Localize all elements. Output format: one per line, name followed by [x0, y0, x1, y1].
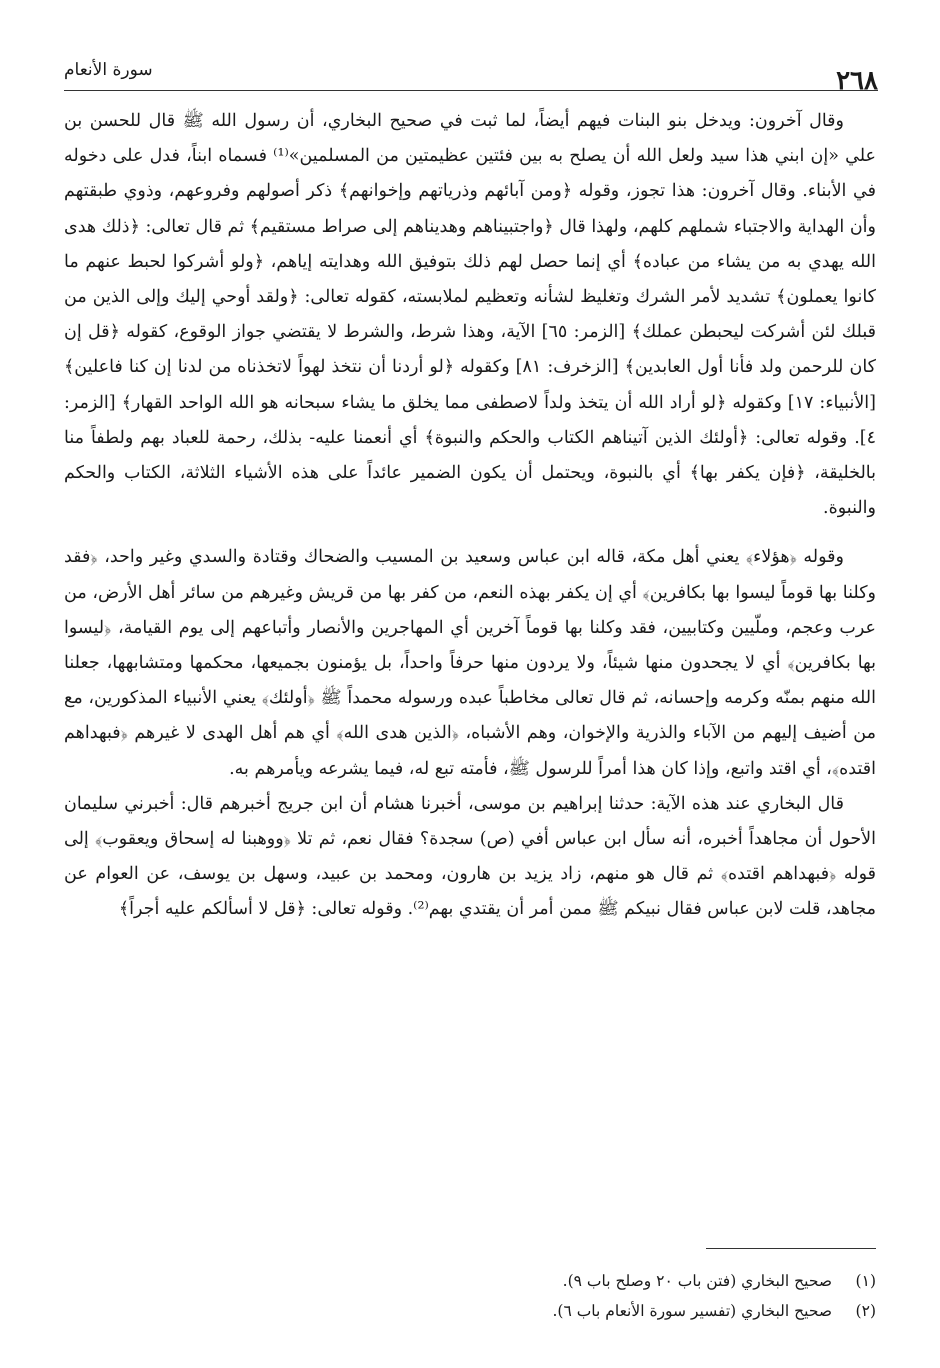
header-divider [64, 90, 878, 91]
footnote-1 [64, 1266, 876, 1296]
footnotes [64, 1266, 876, 1326]
paragraph-1: وقال آخرون: ويدخل بنو البنات فيهم أيضاً، لما ثبت في صحيح البخاري، أن رسول الله ﷺ قال للحسن بن علي «إن ابني هذا سيد ولعل الله أن يصلح به بين فئتين عظيمتين من المسلمين»⁽¹⁾ فسماه ابناً، فدل على دخوله في الأبناء. وقال آخرون: هذا تجوز، وقوله ﴿ومن آبائهم وذرياتهم وإخوانهم﴾ ذكر أصولهم وفروعهم، وذوي طبقتهم وأن الهداية والاجتباء شملهم كلهم، ولهذا قال ﴿واجتبيناهم وهديناهم إلى صراط مستقيم﴾ ثم قال تعالى: ﴿ذلك هدى الله يهدي به من يشاء من عباده﴾ أي إنما حصل لهم ذلك بتوفيق الله وهدايته إياهم، ﴿ولو أشركوا لحبط عنهم ما كانوا يعملون﴾ تشديد لأمر الشرك وتغليظ لشأنه وتعظيم لملابسته، كقوله تعالى: ﴿ولقد أوحي إليك وإلى الذين من قبلك لئن أشركت ليحبطن عملك﴾ [الزمر: ٦٥] الآية، وهذا شرط، والشرط لا يقتضي جواز الوقوع، كقوله ﴿قل إن كان للرحمن ولد فأنا أول العابدين﴾ [الزخرف: ٨١] وكقوله ﴿لو أردنا أن نتخذ لهواً لاتخذناه من لدنا إن كنا فاعلين﴾ [الأنبياء: ١٧] وكقوله ﴿لو أراد الله أن يتخذ ولداً لاصطفى مما يخلق ما يشاء سبحانه هو الله الواحد القهار﴾ [الزمر: ٤]. وقوله تعالى: ﴿أولئك الذين آتيناهم الكتاب والحكم والنبوة﴾ أي أنعمنا عليه- بذلك، رحمة للعباد بهم ولطفاً منا بالخليقة، ﴿فإن يكفر بها﴾ أي بالنبوة، ويحتمل أن يكون الضمير عائداً على هذه الأشياء الثلاثة، الكتاب والحكم والنبوة. [64, 111, 876, 519]
footnote-2 [64, 1296, 876, 1326]
paragraph-2: وقوله ﴿هؤلاء﴾ يعني أهل مكة، قاله ابن عباس وسعيد بن المسيب والضحاك وقتادة والسدي وغير واحد، ﴿فقد وكلنا بها قوماً ليسوا بها بكافرين﴾ أي إن يكفر بهذه النعم، من كفر بها من قريش وغيرهم من سائر أهل الأرض، من عرب وعجم، وملّيين وكتابيين، فقد وكلنا بها قوماً آخرين أي المهاجرين والأنصار وأتباعهم إلى يوم القيامة، ﴿ليسوا بها بكافرين﴾ أي لا يجحدون منها شيئاً، ولا يردون منها حرفاً واحداً، بل يؤمنون بجميعها، محكمها ومتشابهها، جعلنا الله منهم بمنّه وكرمه وإحسانه، ثم قال تعالى مخاطباً عبده ورسوله محمداً ﷺ ﴿أولئك﴾ يعني الأنبياء المذكورين، مع من أضيف إليهم من الآباء والذرية والإخوان، وهم الأشباه، ﴿الذين هدى الله﴾ أي هم أهل الهدى لا غيرهم ﴿فبهداهم اقتده﴾، أي اقتد واتبع، وإذا كان هذا أمراً للرسول ﷺ، فأمته تبع له، فيما يشرعه ويأمرهم به. [64, 547, 876, 779]
main-text [64, 104, 876, 928]
footnote-text: صحيح البخاري (فتن باب ٢٠ وصلح باب ٩). [562, 1272, 832, 1290]
footnote-number: (١) [855, 1272, 876, 1290]
paragraph-3: قال البخاري عند هذه الآية: حدثنا إبراهيم بن موسى، أخبرنا هشام أن ابن جريج أخبرهم قال: أخبرني سليمان الأحول أن مجاهداً أخبره، أنه سأل ابن عباس أفي (ص) سجدة؟ فقال نعم، ثم تلا ﴿ووهبنا له إسحاق ويعقوب﴾ إلى قوله ﴿فبهداهم اقتده﴾ ثم قال هو منهم، زاد يزيد بن هارون، ومحمد بن عبيد، وسهل بن يوسف، عن العوام عن مجاهد، قلت لابن عباس فقال نبيكم ﷺ ممن أمر أن يقتدي بهم⁽²⁾. وقوله تعالى: ﴿قل لا أسألكم عليه أجراً﴾ [64, 793, 876, 920]
footnote-divider [706, 1248, 876, 1249]
page-header [64, 50, 878, 96]
running-title: سورة الأنعام [64, 60, 153, 80]
page-number: ٢٦٨ [836, 66, 878, 96]
footnote-text: صحيح البخاري (تفسير سورة الأنعام باب ٦). [552, 1302, 832, 1320]
footnote-number: (٢) [855, 1302, 876, 1320]
